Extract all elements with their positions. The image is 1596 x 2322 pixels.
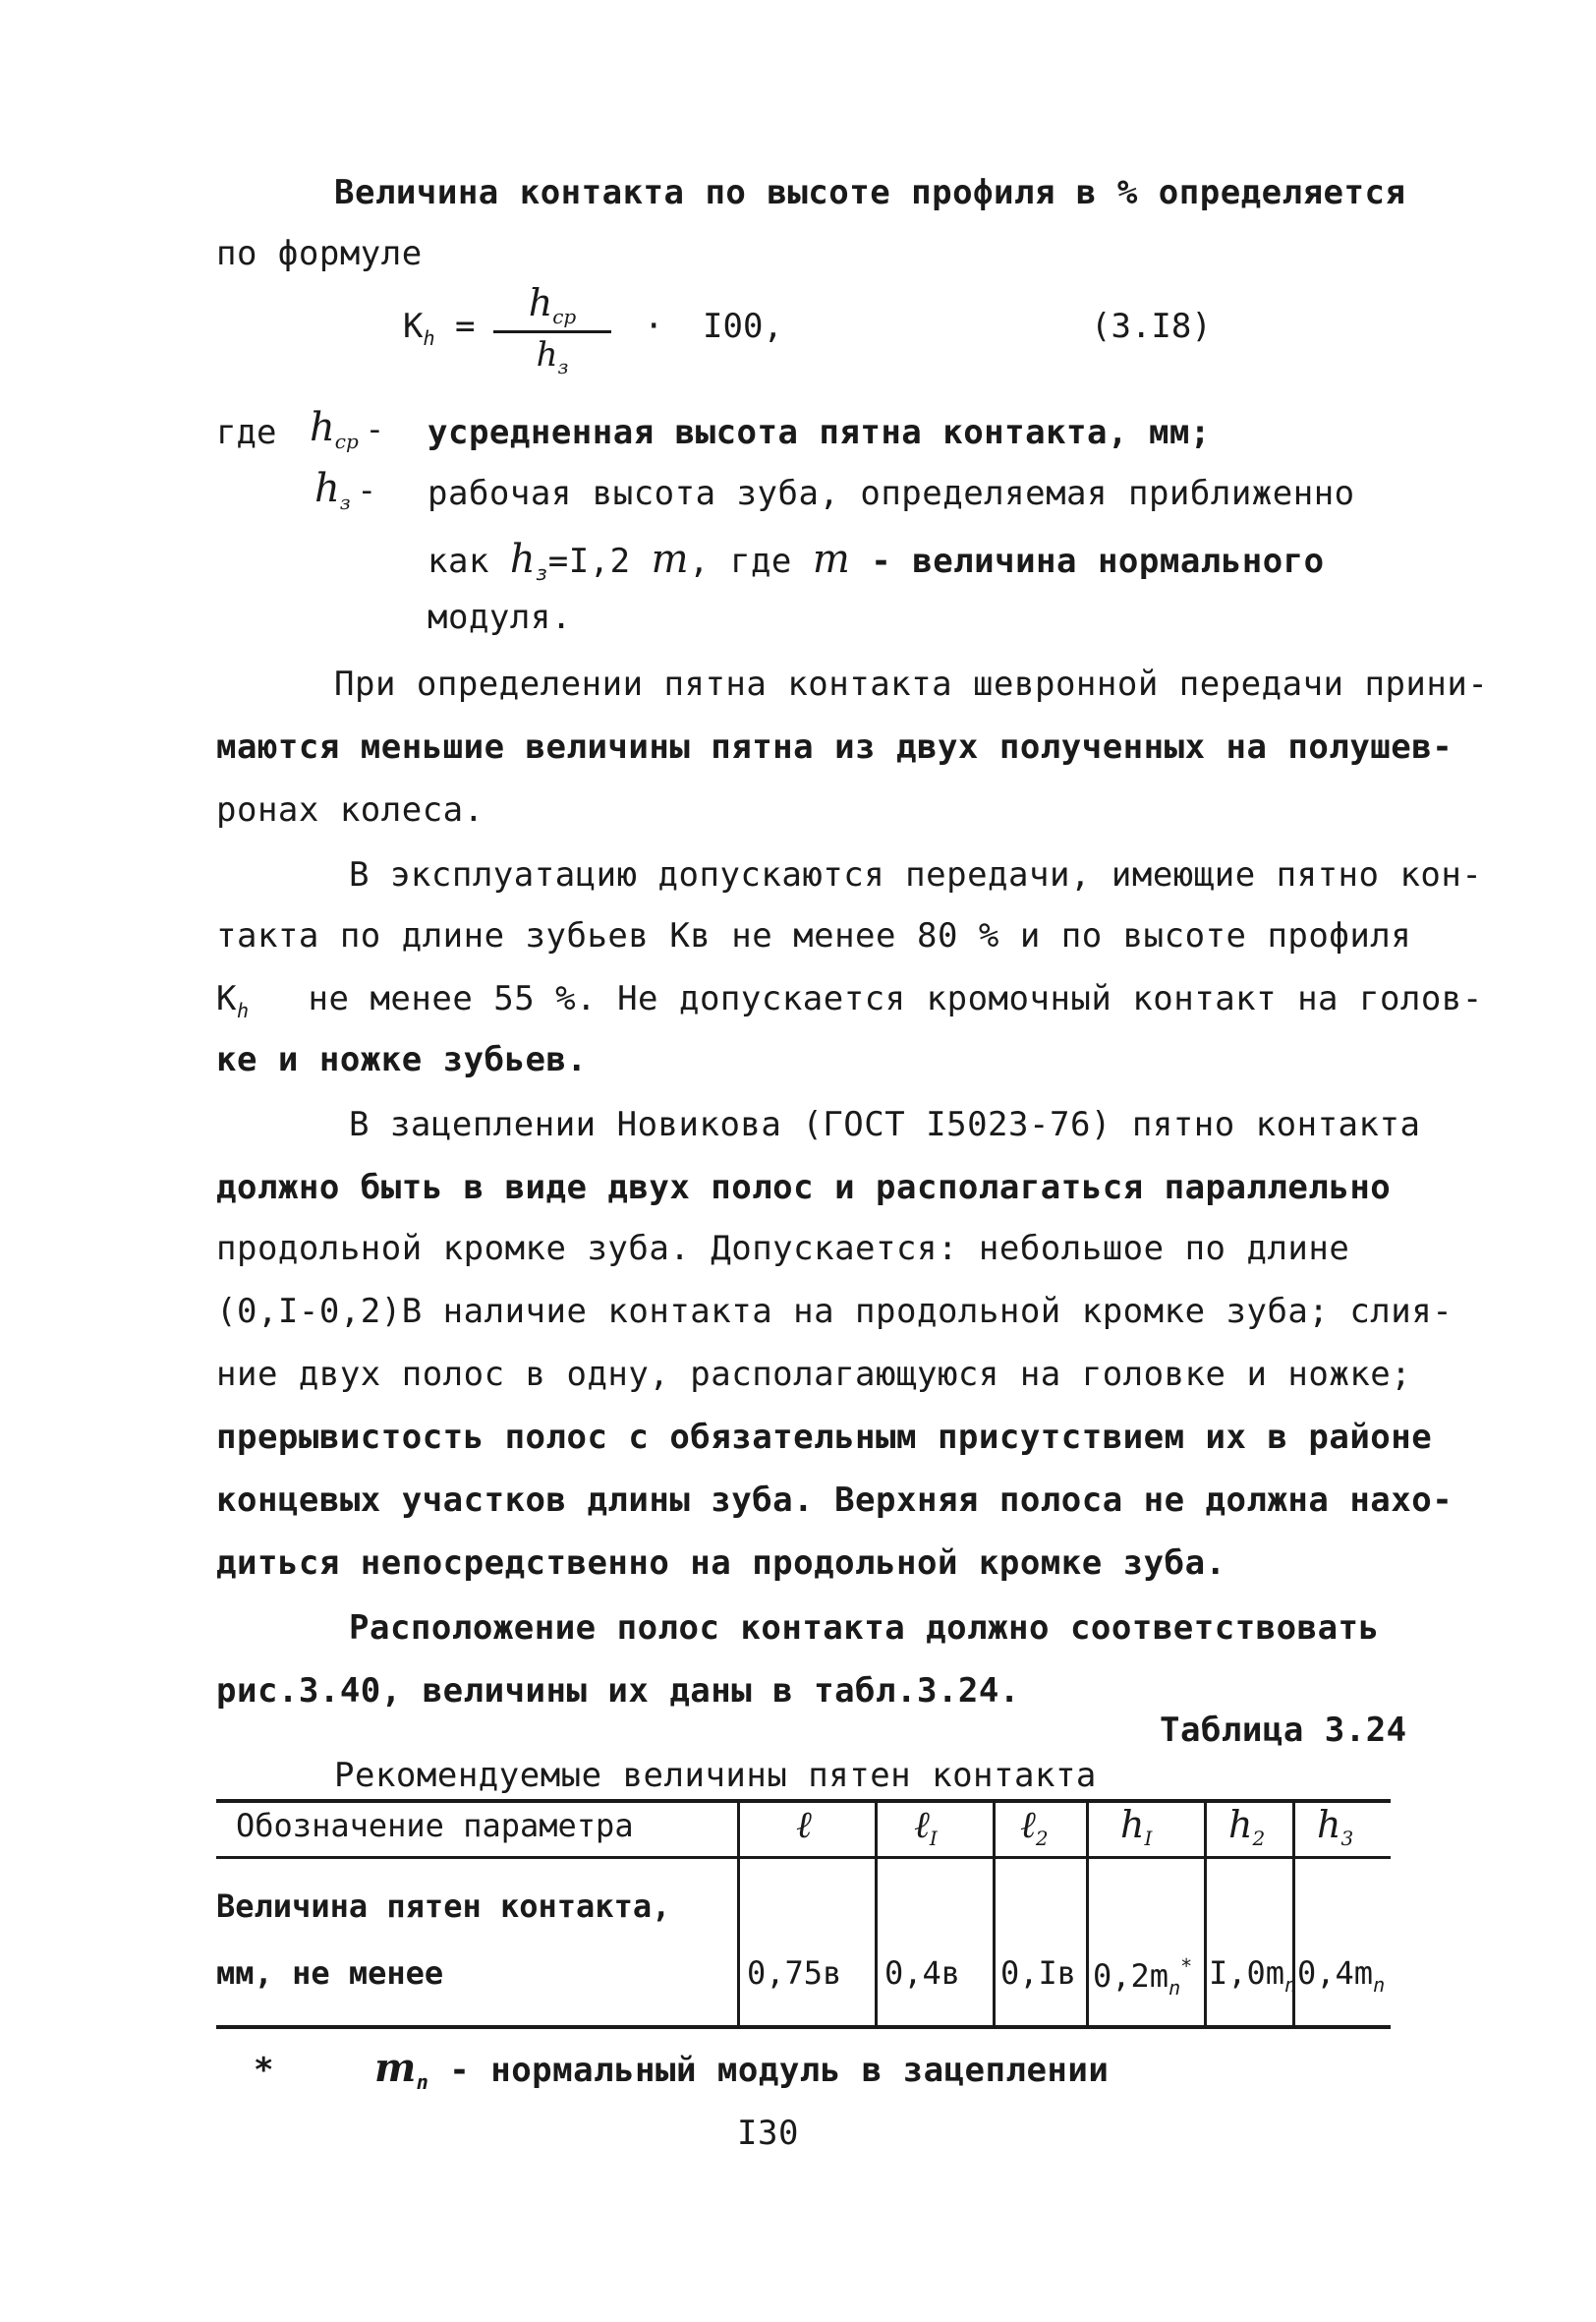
paragraph-line: При определении пятна контакта шевронной передачи прини- — [334, 665, 1489, 704]
table-rule-bottom — [216, 2025, 1391, 2029]
paragraph-line: маются меньшие величины пятна из двух полученных на полушев- — [216, 727, 1454, 767]
paragraph-line: концевых участков длины зуба. Верхняя полоса не должна нахо- — [216, 1480, 1454, 1520]
table-header-symbol: ℓ — [796, 1803, 812, 1846]
table-cell: 0,75в — [747, 1954, 842, 1992]
paragraph-line: Величина контакта по высоте профиля в % определяется — [334, 173, 1406, 212]
table-header-symbol: $h_I$ — [1120, 1803, 1153, 1850]
where-label: где — [216, 413, 277, 452]
formula-lhs: $K_h$ = — [403, 307, 476, 350]
definition-text: модуля. — [428, 598, 572, 637]
table-cell: 0,Iв — [1000, 1954, 1077, 1992]
paragraph-line: В зацеплении Новикова (ГОСТ I5023-76) пятно контакта — [349, 1105, 1421, 1144]
table-cell: $0,4m_n$ — [1297, 1954, 1386, 1997]
paragraph-line: $K_h$ не менее 55 %. Не допускается кромочный контакт на голов- — [216, 979, 1483, 1022]
paragraph-line: ронах колеса. — [216, 790, 484, 830]
paragraph-line: диться непосредственно на продольной кромке зуба. — [216, 1543, 1226, 1583]
paragraph-line: Расположение полос контакта должно соответствовать — [349, 1608, 1380, 1648]
definition-text: усредненная высота пятна контакта, мм; — [428, 413, 1211, 452]
definition-text: рабочая высота зуба, определяемая приближенно — [428, 474, 1355, 513]
formula-fraction — [493, 281, 611, 378]
paragraph-line: ке и ножке зубьев. — [216, 1040, 588, 1079]
table-caption: Рекомендуемые величины пятен контакта — [334, 1756, 1097, 1795]
table-column-divider — [993, 1799, 996, 2027]
paragraph-line: такта по длине зубьев Кв не менее 80 % и по высоте профиля — [216, 916, 1412, 956]
table-column-divider — [875, 1799, 878, 2027]
formula-dot: · — [644, 307, 664, 346]
table-row-label: Величина пятен контакта, — [216, 1887, 671, 1925]
definition-text: как $h_з=I,2$ m, где m - величина нормального — [428, 537, 1325, 585]
paragraph-line: рис.3.40, величины их даны в табл.3.24. — [216, 1671, 1020, 1711]
table-cell: $I,0m_n$ — [1209, 1954, 1297, 1997]
table-number: Таблица 3.24 — [1160, 1711, 1407, 1750]
page-number: I30 — [737, 2114, 799, 2153]
definition-symbol: $h_з$ - — [314, 466, 372, 514]
table-header-symbol: $h_3$ — [1317, 1803, 1354, 1850]
fraction-numerator: $h_{ср}$ — [528, 281, 577, 328]
paragraph-line: по формуле — [216, 234, 423, 273]
table-header-symbol: $h_2$ — [1228, 1803, 1266, 1850]
paragraph-line: (0,I-0,2)В наличие контакта на продольной кромке зуба; слия- — [216, 1292, 1454, 1331]
equation-number: (3.I8) — [1091, 307, 1212, 346]
footnote-star: * — [254, 2051, 274, 2090]
formula-3-18 — [403, 281, 1212, 389]
table-cell: $0,2m_n^*$ — [1093, 1954, 1193, 2000]
table-header-symbol: ℓ$_2$ — [1020, 1803, 1049, 1850]
table-header-param: Обозначение параметра — [236, 1807, 634, 1844]
paragraph-line: должно быть в виде двух полос и располагаться параллельно — [216, 1168, 1392, 1207]
table-header-symbol: ℓ$_I$ — [914, 1803, 938, 1850]
table-column-divider — [1086, 1799, 1089, 2027]
definition-symbol: $h_{ср}$ - — [310, 405, 381, 453]
paragraph-line: В эксплуатацию допускаются передачи, имеющие пятно кон- — [349, 855, 1483, 895]
table-column-divider — [1204, 1799, 1207, 2027]
table-cell: 0,4в — [884, 1954, 961, 1992]
fraction-denominator: $h_з$ — [536, 335, 569, 378]
table-column-divider — [737, 1799, 740, 2027]
paragraph-line: прерывистость полос с обязательным присутствием их в районе — [216, 1418, 1433, 1457]
table-footnote: * $m_n$ - нормальный модуль в зацеплении — [254, 2045, 1110, 2094]
fraction-bar — [493, 330, 611, 333]
formula-factor: I00, — [703, 307, 783, 346]
table-row-label: мм, не менее — [216, 1954, 444, 1992]
paragraph-line: продольной кромке зуба. Допускается: небольшое по длине — [216, 1229, 1350, 1268]
table-rule-header — [216, 1856, 1391, 1859]
paragraph-line: ние двух полос в одну, располагающуюся на головке и ножке; — [216, 1355, 1412, 1394]
